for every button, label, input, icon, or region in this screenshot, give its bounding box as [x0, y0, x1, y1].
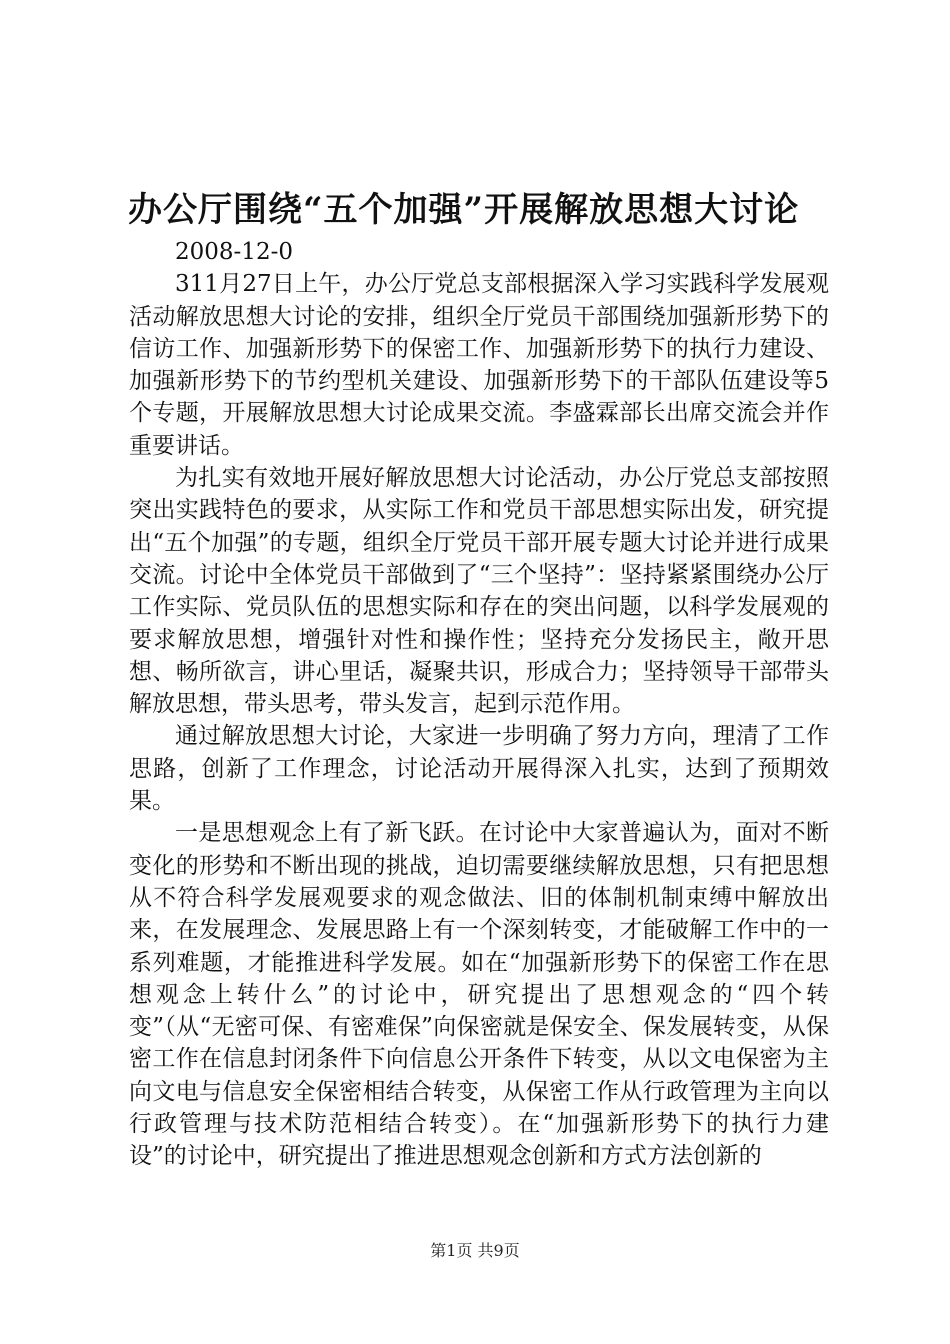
paragraph: 通过解放思想大讨论，大家进一步明确了努力方向，理清了工作思路，创新了工作理念，讨论活动开展得深入扎实，达到了预期效果。: [129, 723, 829, 815]
page-number-footer: 第1页 共9页: [430, 1241, 520, 1260]
paragraph: 311月27日上午，办公厅党总支部根据深入学习实践科学发展观活动解放思想大讨论的安排，组织全厅党员干部围绕加强新形势下的信访工作、加强新形势下的保密工作、加强新形势下的执行力建设、加强新形势下的节约型机关建设、加强新形势下的干部队伍建设等5个专题，开展解放思想大讨论成果交流。李盛霖部长出席交流会并作重要讲话。: [129, 271, 829, 459]
paragraph: 为扎实有效地开展好解放思想大讨论活动，办公厅党总支部按照突出实践特色的要求，从实际工作和党员干部思想实际出发，研究提出“五个加强”的专题，组织全厅党员干部开展专题大讨论并进行成果交流。讨论中全体党员干部做到了“三个坚持”：坚持紧紧围绕办公厅工作实际、党员队伍的思想实际和存在的突出问题，以科学发展观的要求解放思想，增强针对性和操作性；坚持充分发扬民主，敞开思想、畅所欲言，讲心里话，凝聚共识，形成合力；坚持领导干部带头解放思想，带头思考，带头发言，起到示范作用。: [129, 465, 829, 718]
document-title: 办公厅围绕“五个加强”开展解放思想大讨论: [128, 190, 800, 230]
document-date: 2008-12-0: [175, 239, 293, 265]
document-body: [129, 236, 829, 1173]
paragraph: 一是思想观念上有了新飞跃。在讨论中大家普遍认为，面对不断变化的形势和不断出现的挑战，迫切需要继续解放思想，只有把思想从不符合科学发展观要求的观念做法、旧的体制机制束缚中解放出来，在发展理念、发展思路上有一个深刻转变，才能破解工作中的一系列难题，才能推进科学发展。如在“加强新形势下的保密工作在思想观念上转什么”的讨论中，研究提出了思想观念的“四个转变”（从“无密可保、有密难保”向保密就是保安全、保发展转变，从保密工作在信息封闭条件下向信息公开条件下转变，从以文电保密为主向文电与信息安全保密相结合转变，从保密工作从行政管理为主向以行政管理与技术防范相结合转变）。在“加强新形势下的执行力建设”的讨论中，研究提出了推进思想观念创新和方式方法创新的: [129, 820, 829, 1170]
